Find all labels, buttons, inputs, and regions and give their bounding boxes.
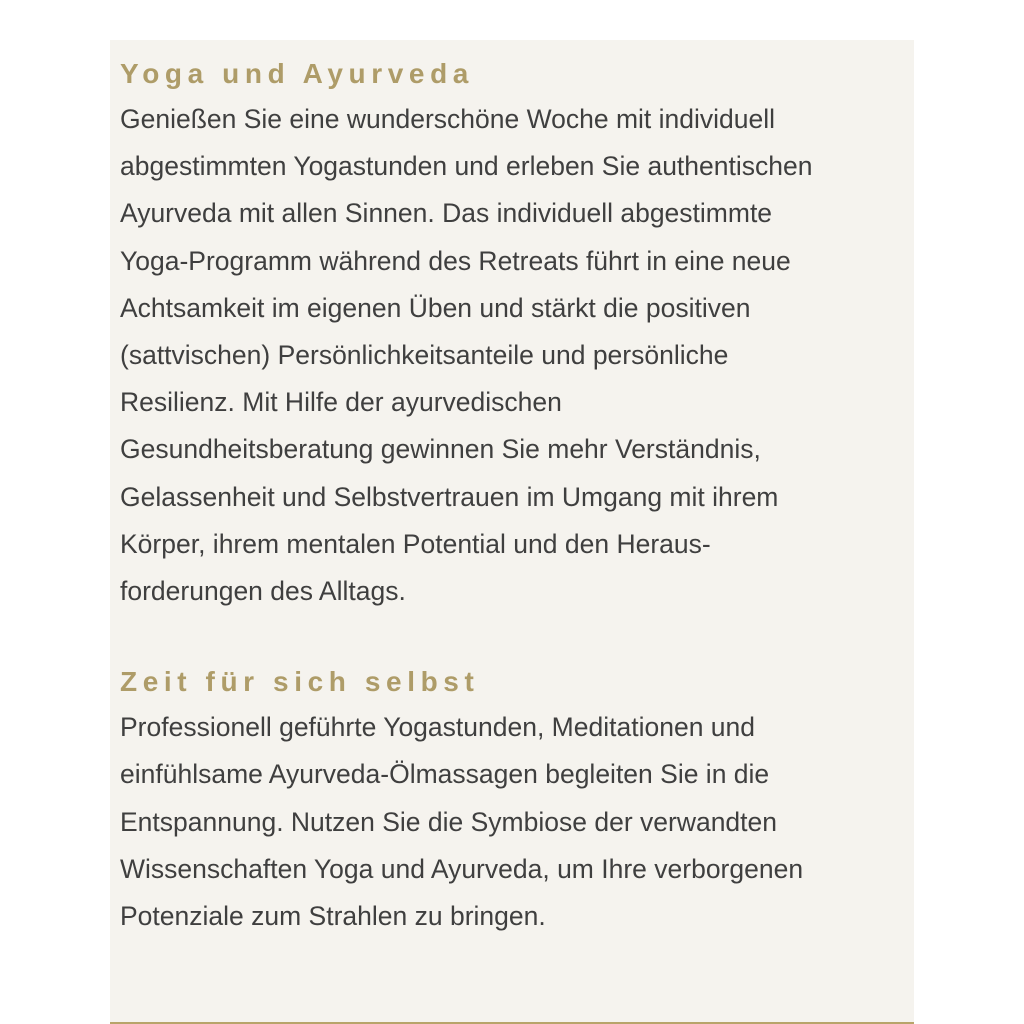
section-body-zeit-fuer-sich-selbst: Professionell geführte Yogastunden, Meditationen und einfühlsame Ayurveda-Ölmassagen begleiten Sie in die Entspannung. Nutzen Sie die Symbiose der verwandten Wissenschaften Yoga und Ayurveda, um Ihre verborgenen Potenziale zum Strahlen zu bringen.	[120, 712, 804, 932]
section-heading-zeit-fuer-sich-selbst: Zeit für sich selbst	[120, 666, 480, 698]
section-heading-yoga-und-ayurveda: Yoga und Ayurveda	[120, 58, 474, 89]
content-panel	[110, 40, 914, 1024]
section-body-yoga-und-ayurveda: Genießen Sie eine wunderschöne Woche mit individuell abgestimmten Yogastunden und erleben Sie authentischen Ayurveda mit allen Sinnen. Das individuell abgestimmte Yoga-Programm während des Retreats führt in eine neue Achtsamkeit im eigenen Üben und stärkt die positiven (sattvischen) Persönlichkeitsanteile und persönliche Resilienz. Mit Hilfe der ayurvedischen Gesundheitsberatung gewinnen Sie mehr Verständnis, Gelassenheit und Selbstvertrauen im Umgang mit ihrem Körper, ihrem mentalen Potential und den Heraus- forderungen des Alltags.	[120, 104, 813, 607]
